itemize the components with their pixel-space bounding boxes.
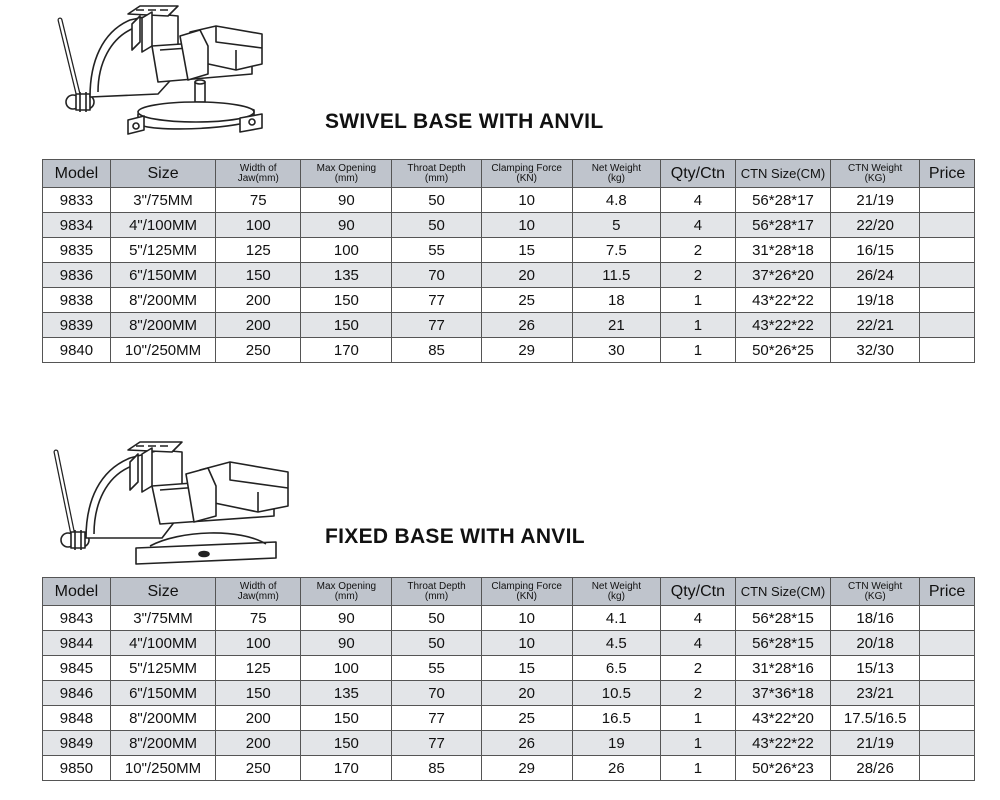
- cell-throat-depth: 85: [392, 338, 481, 363]
- cell-price: [920, 238, 975, 263]
- col-header-size: Size: [110, 578, 215, 606]
- col-header-qty-ctn: Qty/Ctn: [660, 578, 735, 606]
- cell-width-of-jaw: 75: [216, 606, 301, 631]
- cell-clamping-force: 25: [481, 288, 572, 313]
- cell-size: 6"/150MM: [110, 263, 215, 288]
- cell-throat-depth: 77: [392, 288, 481, 313]
- cell-ctn-size: 50*26*25: [735, 338, 830, 363]
- cell-clamping-force: 15: [481, 238, 572, 263]
- col-header-qty-ctn: Qty/Ctn: [660, 160, 735, 188]
- cell-ctn-size: 37*36*18: [735, 681, 830, 706]
- cell-size: 10"/250MM: [110, 338, 215, 363]
- cell-qty-ctn: 1: [660, 288, 735, 313]
- cell-ctn-size: 50*26*23: [735, 756, 830, 781]
- cell-ctn-size: 43*22*22: [735, 731, 830, 756]
- col-header-clamping-force: Clamping Force (KN): [481, 160, 572, 188]
- cell-size: 8"/200MM: [110, 313, 215, 338]
- cell-qty-ctn: 2: [660, 681, 735, 706]
- cell-model: 9833: [43, 188, 111, 213]
- cell-ctn-size: 43*22*22: [735, 288, 830, 313]
- table-row: [43, 656, 975, 681]
- cell-price: [920, 313, 975, 338]
- cell-ctn-weight: 16/15: [831, 238, 920, 263]
- cell-clamping-force: 26: [481, 313, 572, 338]
- cell-qty-ctn: 4: [660, 188, 735, 213]
- cell-size: 6"/150MM: [110, 681, 215, 706]
- col-header-throat-depth: Throat Depth (mm): [392, 160, 481, 188]
- cell-ctn-size: 56*28*17: [735, 213, 830, 238]
- cell-ctn-weight: 21/19: [831, 188, 920, 213]
- cell-net-weight: 4.5: [572, 631, 660, 656]
- col-header-max-opening: Max Opening (mm): [301, 578, 392, 606]
- cell-ctn-size: 31*28*18: [735, 238, 830, 263]
- table-body: [43, 606, 975, 781]
- cell-ctn-weight: 32/30: [831, 338, 920, 363]
- cell-qty-ctn: 1: [660, 706, 735, 731]
- cell-model: 9849: [43, 731, 111, 756]
- cell-qty-ctn: 1: [660, 731, 735, 756]
- cell-throat-depth: 50: [392, 213, 481, 238]
- col-header-price: Price: [920, 160, 975, 188]
- col-header-size: Size: [110, 160, 215, 188]
- cell-ctn-weight: 22/21: [831, 313, 920, 338]
- cell-throat-depth: 55: [392, 656, 481, 681]
- cell-ctn-weight: 15/13: [831, 656, 920, 681]
- cell-throat-depth: 50: [392, 606, 481, 631]
- cell-net-weight: 4.8: [572, 188, 660, 213]
- col-header-clamping-force: Clamping Force (KN): [481, 578, 572, 606]
- cell-throat-depth: 70: [392, 681, 481, 706]
- cell-price: [920, 756, 975, 781]
- cell-ctn-size: 31*28*16: [735, 656, 830, 681]
- cell-size: 4"/100MM: [110, 213, 215, 238]
- cell-size: 3"/75MM: [110, 606, 215, 631]
- cell-ctn-size: 43*22*22: [735, 313, 830, 338]
- cell-max-opening: 135: [301, 681, 392, 706]
- cell-ctn-weight: 17.5/16.5: [831, 706, 920, 731]
- section-title: SWIVEL BASE WITH ANVIL: [325, 110, 604, 133]
- cell-size: 4"/100MM: [110, 631, 215, 656]
- cell-size: 10"/250MM: [110, 756, 215, 781]
- cell-qty-ctn: 2: [660, 656, 735, 681]
- spec-table: [42, 577, 975, 781]
- cell-max-opening: 150: [301, 706, 392, 731]
- cell-qty-ctn: 2: [660, 238, 735, 263]
- cell-max-opening: 170: [301, 338, 392, 363]
- cell-width-of-jaw: 75: [216, 188, 301, 213]
- cell-model: 9835: [43, 238, 111, 263]
- cell-model: 9839: [43, 313, 111, 338]
- cell-width-of-jaw: 125: [216, 238, 301, 263]
- cell-max-opening: 150: [301, 313, 392, 338]
- table-row: [43, 313, 975, 338]
- cell-net-weight: 19: [572, 731, 660, 756]
- cell-throat-depth: 50: [392, 188, 481, 213]
- cell-clamping-force: 10: [481, 631, 572, 656]
- cell-throat-depth: 77: [392, 706, 481, 731]
- cell-price: [920, 338, 975, 363]
- cell-net-weight: 30: [572, 338, 660, 363]
- cell-ctn-weight: 18/16: [831, 606, 920, 631]
- section-title: FIXED BASE WITH ANVIL: [325, 525, 585, 548]
- col-header-ctn-weight: CTN Weight (KG): [831, 578, 920, 606]
- swivel-base-section: [0, 0, 1000, 370]
- cell-price: [920, 656, 975, 681]
- cell-qty-ctn: 1: [660, 313, 735, 338]
- spec-table: [42, 159, 975, 363]
- table-row: [43, 606, 975, 631]
- col-header-net-weight: Net Weight (kg): [572, 578, 660, 606]
- col-header-model: Model: [43, 160, 111, 188]
- cell-ctn-weight: 21/19: [831, 731, 920, 756]
- cell-price: [920, 213, 975, 238]
- cell-max-opening: 150: [301, 288, 392, 313]
- table-row: [43, 631, 975, 656]
- cell-net-weight: 21: [572, 313, 660, 338]
- cell-ctn-size: 56*28*17: [735, 188, 830, 213]
- cell-model: 9844: [43, 631, 111, 656]
- cell-width-of-jaw: 200: [216, 731, 301, 756]
- table-row: [43, 756, 975, 781]
- cell-clamping-force: 20: [481, 681, 572, 706]
- cell-width-of-jaw: 200: [216, 706, 301, 731]
- cell-clamping-force: 10: [481, 606, 572, 631]
- cell-size: 8"/200MM: [110, 288, 215, 313]
- col-header-max-opening: Max Opening (mm): [301, 160, 392, 188]
- table-row: [43, 213, 975, 238]
- fixed-vise-illustration: [40, 440, 300, 580]
- cell-throat-depth: 77: [392, 731, 481, 756]
- cell-ctn-size: 43*22*20: [735, 706, 830, 731]
- cell-clamping-force: 25: [481, 706, 572, 731]
- cell-model: 9848: [43, 706, 111, 731]
- table-row: [43, 188, 975, 213]
- cell-net-weight: 10.5: [572, 681, 660, 706]
- table-row: [43, 238, 975, 263]
- cell-model: 9850: [43, 756, 111, 781]
- cell-width-of-jaw: 250: [216, 756, 301, 781]
- col-header-ctn-weight: CTN Weight (KG): [831, 160, 920, 188]
- cell-price: [920, 706, 975, 731]
- cell-clamping-force: 26: [481, 731, 572, 756]
- cell-ctn-weight: 28/26: [831, 756, 920, 781]
- cell-qty-ctn: 1: [660, 756, 735, 781]
- table-body: [43, 188, 975, 363]
- cell-max-opening: 100: [301, 656, 392, 681]
- col-header-net-weight: Net Weight (kg): [572, 160, 660, 188]
- cell-max-opening: 150: [301, 731, 392, 756]
- cell-clamping-force: 10: [481, 188, 572, 213]
- cell-width-of-jaw: 150: [216, 681, 301, 706]
- cell-size: 3"/75MM: [110, 188, 215, 213]
- cell-price: [920, 263, 975, 288]
- cell-price: [920, 681, 975, 706]
- cell-clamping-force: 15: [481, 656, 572, 681]
- cell-ctn-weight: 23/21: [831, 681, 920, 706]
- cell-size: 8"/200MM: [110, 731, 215, 756]
- cell-qty-ctn: 4: [660, 213, 735, 238]
- header-row: [43, 578, 975, 606]
- cell-ctn-size: 56*28*15: [735, 606, 830, 631]
- cell-price: [920, 288, 975, 313]
- cell-clamping-force: 20: [481, 263, 572, 288]
- header-row: [43, 160, 975, 188]
- cell-price: [920, 188, 975, 213]
- col-header-ctn-size: CTN Size(CM): [735, 578, 830, 606]
- cell-clamping-force: 29: [481, 756, 572, 781]
- table-row: [43, 681, 975, 706]
- swivel-vise-illustration: [40, 2, 270, 142]
- cell-clamping-force: 10: [481, 213, 572, 238]
- cell-model: 9838: [43, 288, 111, 313]
- cell-ctn-weight: 22/20: [831, 213, 920, 238]
- cell-net-weight: 18: [572, 288, 660, 313]
- cell-net-weight: 5: [572, 213, 660, 238]
- cell-net-weight: 4.1: [572, 606, 660, 631]
- cell-throat-depth: 77: [392, 313, 481, 338]
- cell-model: 9846: [43, 681, 111, 706]
- cell-width-of-jaw: 200: [216, 288, 301, 313]
- cell-model: 9840: [43, 338, 111, 363]
- cell-net-weight: 26: [572, 756, 660, 781]
- cell-max-opening: 90: [301, 606, 392, 631]
- col-header-width-of-jaw: Width of Jaw(mm): [216, 578, 301, 606]
- cell-ctn-weight: 20/18: [831, 631, 920, 656]
- cell-width-of-jaw: 125: [216, 656, 301, 681]
- cell-width-of-jaw: 150: [216, 263, 301, 288]
- cell-model: 9834: [43, 213, 111, 238]
- cell-price: [920, 631, 975, 656]
- cell-qty-ctn: 1: [660, 338, 735, 363]
- cell-width-of-jaw: 250: [216, 338, 301, 363]
- col-header-width-of-jaw: Width of Jaw(mm): [216, 160, 301, 188]
- cell-net-weight: 6.5: [572, 656, 660, 681]
- table-row: [43, 706, 975, 731]
- cell-max-opening: 90: [301, 213, 392, 238]
- cell-throat-depth: 55: [392, 238, 481, 263]
- col-header-price: Price: [920, 578, 975, 606]
- cell-qty-ctn: 4: [660, 631, 735, 656]
- table-row: [43, 338, 975, 363]
- cell-net-weight: 7.5: [572, 238, 660, 263]
- cell-max-opening: 90: [301, 188, 392, 213]
- cell-max-opening: 135: [301, 263, 392, 288]
- cell-price: [920, 731, 975, 756]
- cell-size: 5"/125MM: [110, 656, 215, 681]
- cell-width-of-jaw: 100: [216, 631, 301, 656]
- cell-size: 8"/200MM: [110, 706, 215, 731]
- cell-throat-depth: 50: [392, 631, 481, 656]
- cell-max-opening: 100: [301, 238, 392, 263]
- fixed-base-section: [0, 420, 1000, 800]
- col-header-ctn-size: CTN Size(CM): [735, 160, 830, 188]
- cell-model: 9845: [43, 656, 111, 681]
- cell-throat-depth: 85: [392, 756, 481, 781]
- cell-size: 5"/125MM: [110, 238, 215, 263]
- table-row: [43, 288, 975, 313]
- cell-net-weight: 11.5: [572, 263, 660, 288]
- cell-width-of-jaw: 200: [216, 313, 301, 338]
- cell-max-opening: 90: [301, 631, 392, 656]
- table-row: [43, 263, 975, 288]
- cell-qty-ctn: 4: [660, 606, 735, 631]
- cell-ctn-size: 56*28*15: [735, 631, 830, 656]
- cell-net-weight: 16.5: [572, 706, 660, 731]
- cell-ctn-weight: 26/24: [831, 263, 920, 288]
- table-row: [43, 731, 975, 756]
- cell-price: [920, 606, 975, 631]
- cell-throat-depth: 70: [392, 263, 481, 288]
- cell-width-of-jaw: 100: [216, 213, 301, 238]
- cell-qty-ctn: 2: [660, 263, 735, 288]
- cell-model: 9836: [43, 263, 111, 288]
- cell-clamping-force: 29: [481, 338, 572, 363]
- cell-model: 9843: [43, 606, 111, 631]
- cell-ctn-size: 37*26*20: [735, 263, 830, 288]
- col-header-throat-depth: Throat Depth (mm): [392, 578, 481, 606]
- cell-max-opening: 170: [301, 756, 392, 781]
- cell-ctn-weight: 19/18: [831, 288, 920, 313]
- col-header-model: Model: [43, 578, 111, 606]
